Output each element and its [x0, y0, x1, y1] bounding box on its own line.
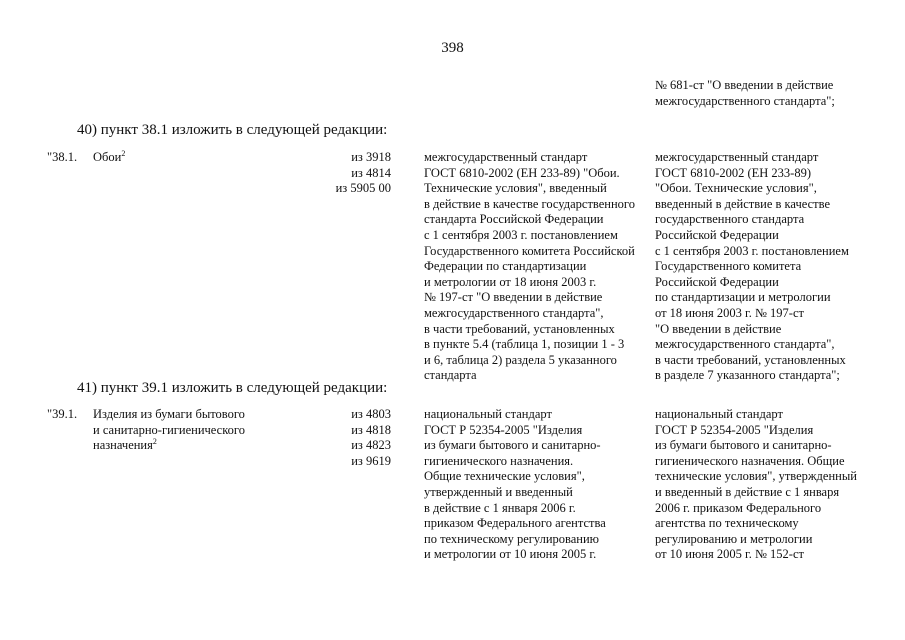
text-line: № 681-ст "О введении в действие	[655, 78, 834, 92]
text-line: в действие в качестве государственного	[424, 196, 635, 211]
previous-row-tail	[655, 78, 835, 109]
text-line: из 4818	[351, 422, 391, 437]
text-line: с 1 сентября 2003 г. постановлением	[424, 227, 618, 242]
text-line: и санитарно-гигиенического	[93, 422, 245, 437]
text-line: государственного стандарта	[655, 212, 805, 227]
text-line: от 10 июня 2005 г. № 152-ст	[655, 547, 804, 562]
text-line: агентства по техническому	[655, 516, 799, 531]
text-line: технические условия", утвержденный	[655, 469, 857, 484]
text-line: Общие технические условия",	[424, 469, 585, 484]
text-line: ГОСТ Р 52354-2005 "Изделия	[655, 422, 814, 437]
text-line: "О введении в действие	[655, 321, 782, 336]
text-line: Государственного комитета Российской	[424, 243, 635, 258]
text-line: из 3918	[351, 150, 391, 164]
product-name	[93, 150, 125, 166]
text-line: Обои$^2$	[93, 149, 126, 164]
text-line: в разделе 7 указанного стандарта";	[655, 368, 840, 383]
text-line: из 4823	[351, 438, 391, 453]
text-line: Российской Федерации	[655, 227, 779, 242]
text-line: из бумаги бытового и санитарно-	[424, 438, 601, 453]
text-line: национальный стандарт	[424, 407, 552, 421]
footnote-marker: 2	[152, 437, 157, 447]
text-line: в части требований, установленных	[655, 352, 846, 367]
text-line: из 4814	[351, 165, 391, 180]
text-line: Российской Федерации	[655, 274, 779, 289]
text-line: назначения$^2$	[93, 437, 157, 453]
text-line: регулированию и метрологии	[655, 531, 813, 546]
tnved-codes	[333, 150, 391, 197]
text-line: ГОСТ 6810-2002 (ЕН 233-89)	[655, 165, 812, 180]
instruction-item-41: 41) пункт 39.1 изложить в следующей редакции:	[77, 380, 388, 396]
text-line: гигиенического назначения. Общие	[655, 453, 845, 468]
text-line: и 6, таблица 2) раздела 5 указанного	[424, 352, 617, 367]
text-line: и метрологии от 18 июня 2003 г.	[424, 274, 597, 289]
text-line: из 4803	[351, 407, 391, 421]
text-line: 2006 г. приказом Федерального	[655, 500, 822, 515]
text-line: и метрологии от 10 июня 2005 г.	[424, 547, 597, 562]
text-line: из 9619	[351, 453, 391, 468]
text-line: с 1 сентября 2003 г. постановлением	[655, 243, 849, 258]
text-line: гигиенического назначения.	[424, 453, 574, 468]
text-line: "Обои. Технические условия",	[655, 181, 817, 196]
text-line: Технические условия", введенный	[424, 181, 607, 196]
text-line: в части требований, установленных	[424, 321, 615, 336]
text-line: стандарта	[424, 368, 477, 383]
text-line: и введенный в действие с 1 января	[655, 484, 840, 499]
standard-text-current	[424, 150, 635, 384]
standard-text-new	[655, 407, 857, 563]
standard-text-new	[655, 150, 849, 384]
product-name	[93, 407, 245, 454]
tnved-codes	[333, 407, 391, 469]
text-line: межгосударственного стандарта",	[424, 305, 604, 320]
text-line: стандарта Российской Федерации	[424, 212, 604, 227]
text-line: Федерации по стандартизации	[424, 259, 587, 274]
text-line: межгосударственный стандарт	[424, 150, 588, 164]
text-line: приказом Федерального агентства	[424, 516, 606, 531]
text-line: межгосударственного стандарта";	[655, 93, 835, 108]
text-line: из 5905 00	[335, 181, 391, 196]
instruction-item-40: 40) пункт 38.1 изложить в следующей редакции:	[77, 122, 388, 138]
text-line: от 18 июня 2003 г. № 197-ст	[655, 305, 804, 320]
text-line: Изделия из бумаги бытового	[93, 407, 245, 421]
text-line: ГОСТ 6810-2002 (ЕН 233-89) "Обои.	[424, 165, 620, 180]
page-number: 398	[441, 40, 464, 56]
text-line: по техническому регулированию	[424, 531, 600, 546]
text-line: межгосударственного стандарта",	[655, 337, 835, 352]
text-line: межгосударственный стандарт	[655, 150, 819, 164]
text-line: ГОСТ Р 52354-2005 "Изделия	[424, 422, 583, 437]
text-line: из бумаги бытового и санитарно-	[655, 438, 832, 453]
text-line: № 197-ст "О введении в действие	[424, 290, 603, 305]
row-number: "39.1.	[47, 407, 78, 421]
footnote-marker: 2	[121, 149, 126, 158]
standard-text-current	[424, 407, 606, 563]
text-line: введенный в действие в качестве	[655, 196, 831, 211]
text-line: национальный стандарт	[655, 407, 783, 421]
text-line: утвержденный и введенный	[424, 484, 573, 499]
text-line: Государственного комитета	[655, 259, 802, 274]
text-line: в пункте 5.4 (таблица 1, позиции 1 - 3	[424, 337, 625, 352]
text-line: по стандартизации и метрологии	[655, 290, 831, 305]
row-number: "38.1.	[47, 150, 78, 164]
text-line: в действие с 1 января 2006 г.	[424, 500, 576, 515]
